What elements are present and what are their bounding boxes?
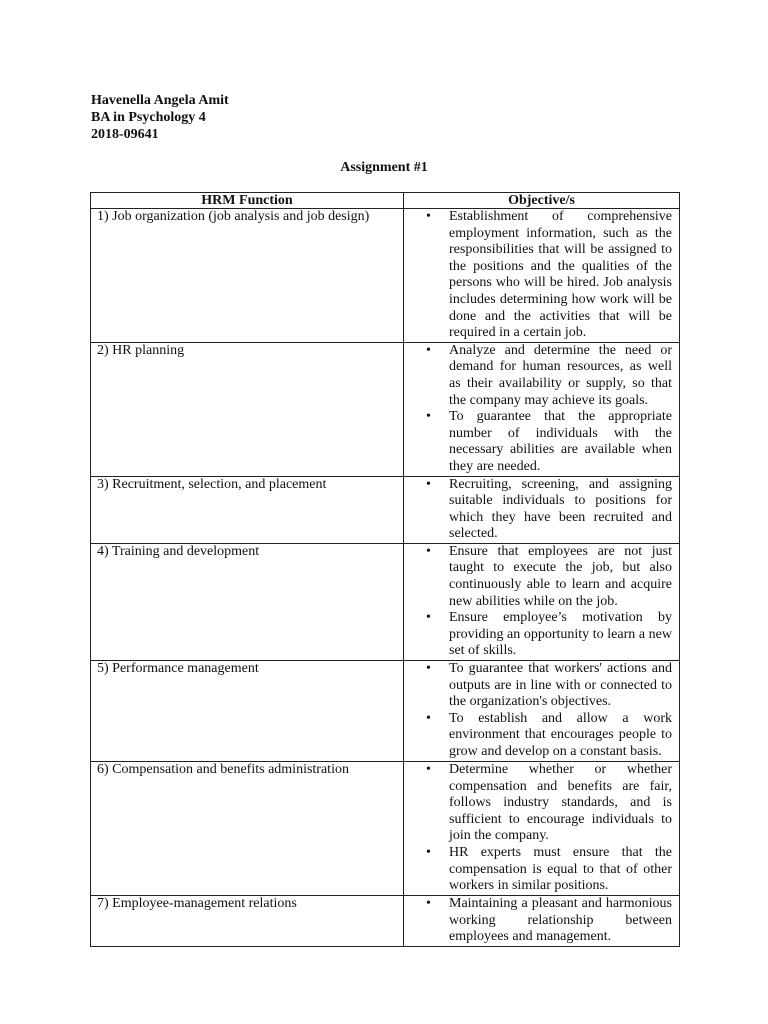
hrm-function-cell: 3) Recruitment, selection, and placement <box>91 476 404 543</box>
objective-item: • Ensure employee’s motivation by providing an opportunity to learn a new set of skills. <box>404 610 672 660</box>
degree-program: BA in Psychology 4 <box>91 110 206 125</box>
table-row <box>91 661 680 762</box>
hrm-function-cell: 5) Performance management <box>91 661 404 762</box>
objective-item: • Ensure that employees are not just taught to execute the job, but also continuously able to learn and acquire new abilities while on the job. <box>404 544 672 610</box>
objective-item: • Recruiting, screening, and assigning suitable individuals to positions for which they have been recruited and selected. <box>404 477 672 543</box>
table-row <box>91 543 680 660</box>
objectives-cell <box>404 661 680 762</box>
table-header-row <box>91 193 680 209</box>
objective-item: • To establish and allow a work environment that encourages people to grow and develop on a constant basis. <box>404 711 672 761</box>
column-header-hrm-function: HRM Function <box>91 193 404 209</box>
objective-item: • Maintaining a pleasant and harmonious working relationship between employees and management. <box>404 896 672 946</box>
objectives-cell <box>404 342 680 476</box>
author-block <box>91 92 229 143</box>
author-name: Havenella Angela Amit <box>91 93 229 108</box>
objectives-cell <box>404 209 680 343</box>
hrm-function-cell: 1) Job organization (job analysis and job design) <box>91 209 404 343</box>
objectives-cell <box>404 476 680 543</box>
objective-item: • Establishment of comprehensive employment information, such as the responsibilities that will be assigned to the positions and the qualities of the persons who will be hired. Job analysis includes determining how work will be done and the activities that will be required in a certain job. <box>404 209 672 342</box>
objective-item: • To guarantee that workers' actions and outputs are in line with or connected to the organization's objectives. <box>404 661 672 711</box>
table-row <box>91 476 680 543</box>
column-header-objectives: Objective/s <box>404 193 680 209</box>
hrm-function-cell: 7) Employee-management relations <box>91 896 404 947</box>
objectives-cell <box>404 543 680 660</box>
assignment-title: Assignment #1 <box>340 160 428 175</box>
objective-item: • To guarantee that the appropriate number of individuals with the necessary abilities are available when they are needed. <box>404 409 672 475</box>
table-row <box>91 896 680 947</box>
objective-item: • Determine whether or whether compensation and benefits are fair, follows industry standards, and is sufficient to encourage individuals to join the company. <box>404 762 672 845</box>
objectives-cell <box>404 762 680 896</box>
hrm-function-cell: 2) HR planning <box>91 342 404 476</box>
objectives-cell <box>404 896 680 947</box>
hrm-function-cell: 4) Training and development <box>91 543 404 660</box>
objective-item: • HR experts must ensure that the compensation is equal to that of other workers in similar positions. <box>404 845 672 895</box>
table-row <box>91 342 680 476</box>
table-row <box>91 209 680 343</box>
objective-item: • Analyze and determine the need or demand for human resources, as well as their availability or supply, so that the company may achieve its goals. <box>404 343 672 409</box>
hrm-functions-table <box>90 192 680 947</box>
student-number: 2018-09641 <box>91 127 159 142</box>
table-row <box>91 762 680 896</box>
hrm-function-cell: 6) Compensation and benefits administration <box>91 762 404 896</box>
